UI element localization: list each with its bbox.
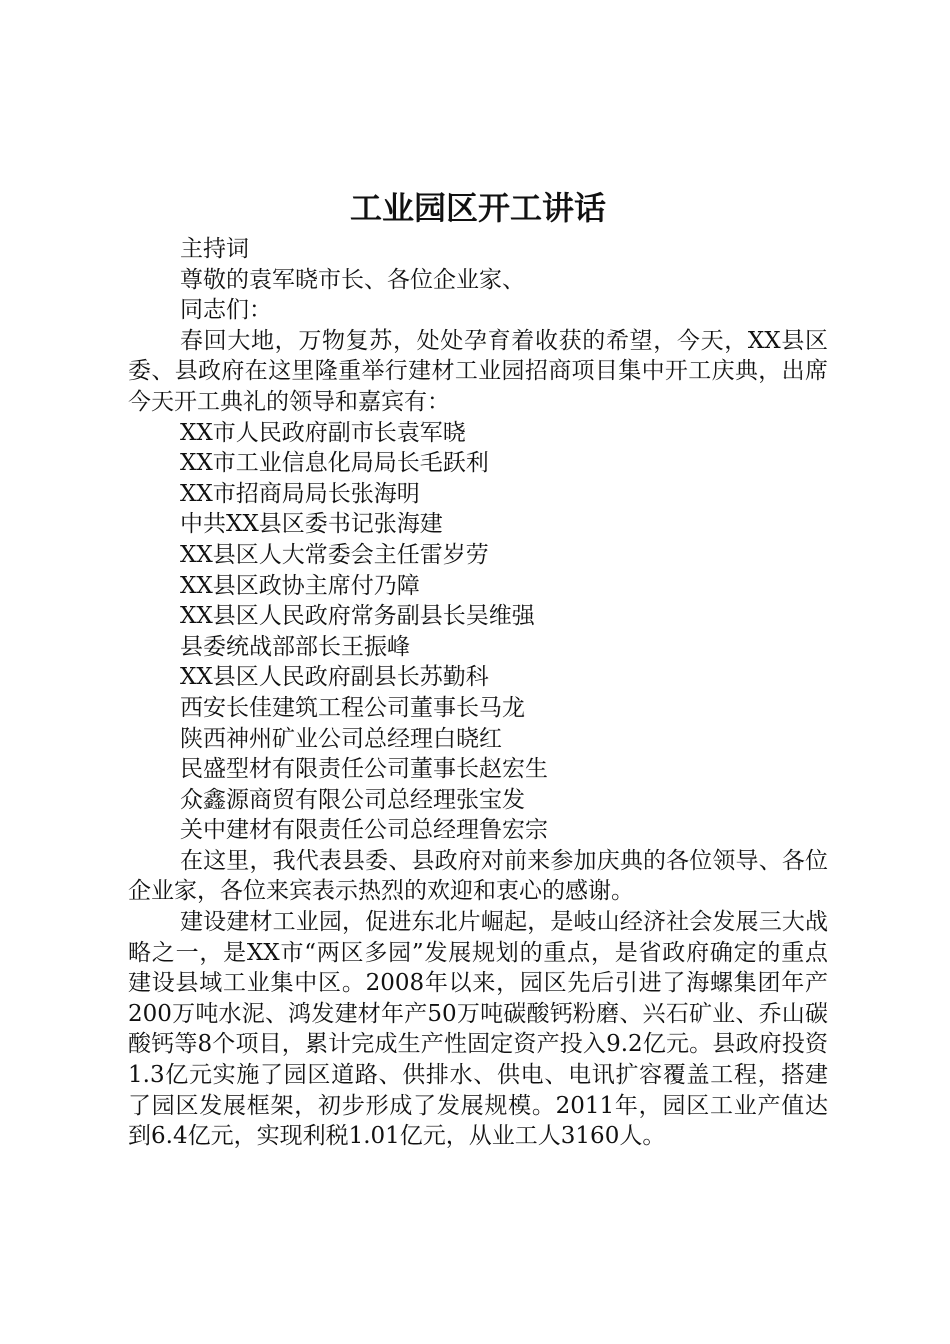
guest-item: XX市招商局局长张海明 xyxy=(180,480,420,507)
guest-item: 民盛型材有限责任公司董事长赵宏生 xyxy=(180,756,548,783)
guest-item: XX县区人民政府副县长苏勤科 xyxy=(180,664,489,691)
guest-item: XX县区人大常委会主任雷岁劳 xyxy=(180,541,489,568)
guest-item: XX县区政协主席付乃障 xyxy=(180,572,420,599)
guest-list xyxy=(128,418,828,846)
welcome-paragraph: 在这里，我代表县委、县政府对前来参加庆典的各位领导、各位企业家，各位来宾表示热烈的欢迎和衷心的感谢。 xyxy=(128,847,828,905)
host-label: 主持词 xyxy=(180,236,249,262)
guest-item: XX市人民政府副市长袁军晓 xyxy=(180,419,466,446)
guest-item: XX市工业信息化局局长毛跃利 xyxy=(180,450,489,477)
greeting-line: 同志们： xyxy=(180,297,272,324)
guest-item: 县委统战部部长王振峰 xyxy=(180,633,410,660)
intro-paragraph: 春回大地，万物复苏，处处孕育着收获的希望，今天，XX县区委、县政府在这里隆重举行建材工业园招商项目集中开工庆典，出席今天开工典礼的领导和嘉宾有： xyxy=(128,327,828,415)
guest-item: 关中建材有限责任公司总经理鲁宏宗 xyxy=(180,817,548,844)
body-paragraph: 建设建材工业园，促进东北片崛起，是岐山经济社会发展三大战略之一，是XX市“两区多园”发展规划的重点，是省政府确定的重点建设县域工业集中区。2008年以来，园区先后引进了海螺集团年产200万吨水泥、鸿发建材年产50万吨碳酸钙粉磨、兴石矿业、乔山碳酸钙等8个项目，累计完成生产性固定资产投入9.2亿元。县政府投资1.3亿元实施了园区道路、供排水、供电、电讯扩容覆盖工程，搭建了园区发展框架，初步形成了发展规模。2011年，园区工业产值达到6.4亿元，实现利税1.01亿元，从业工人3160人。 xyxy=(128,909,828,1150)
guest-item: XX县区人民政府常务副县长吴维强 xyxy=(180,603,535,630)
guest-item: 中共XX县区委书记张海建 xyxy=(180,511,443,538)
document-page xyxy=(128,186,828,1152)
guest-item: 陕西神州矿业公司总经理白晓红 xyxy=(180,725,502,752)
document-title: 工业园区开工讲话 xyxy=(349,189,606,227)
guest-item: 西安长佳建筑工程公司董事长马龙 xyxy=(180,694,525,721)
guest-item: 众鑫源商贸有限公司总经理张宝发 xyxy=(180,786,525,813)
greeting-line: 尊敬的袁军晓市长、各位企业家、 xyxy=(180,266,525,293)
